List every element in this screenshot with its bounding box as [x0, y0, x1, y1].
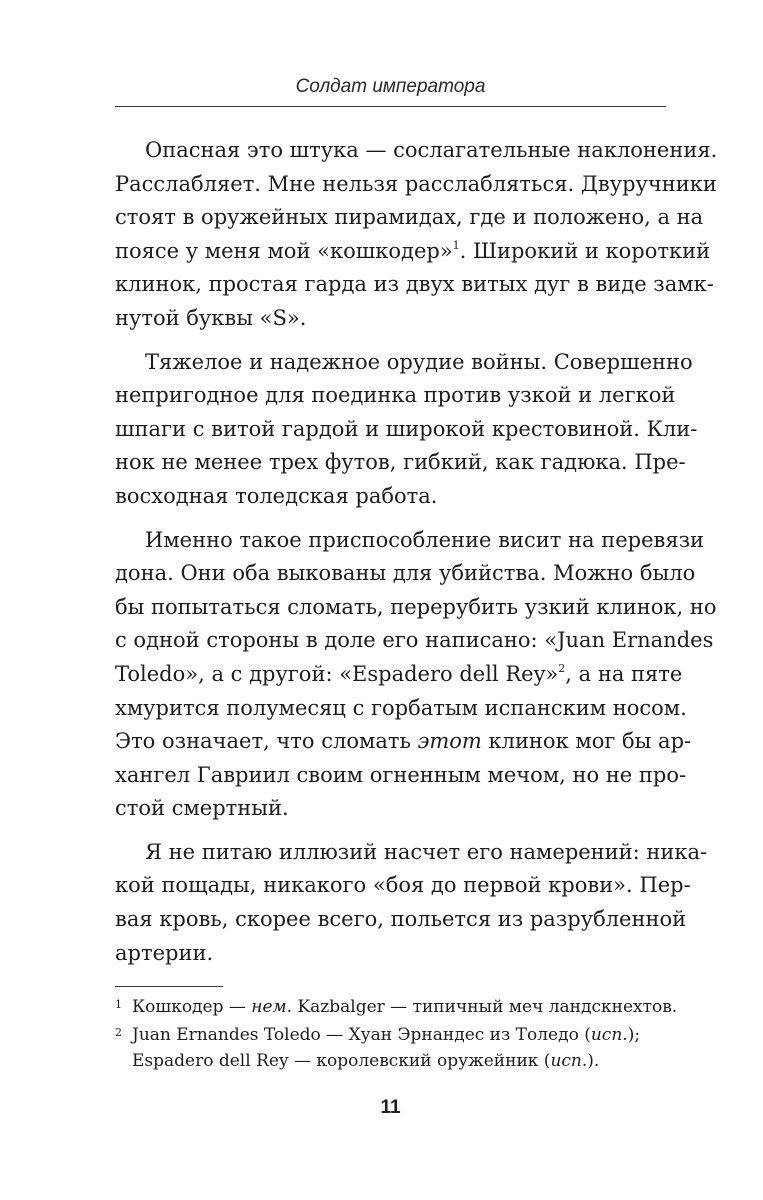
- text-line: шпаги с витой гардой и широкой крестовиной. Кли-: [115, 416, 698, 441]
- text-fragment: Espadero dell Rey — королевский оружейник (: [132, 1051, 551, 1071]
- text-line: Опасная это штука — сослагательные наклонения.: [145, 138, 718, 162]
- emphasis: исп.: [550, 1051, 588, 1071]
- emphasis: этот: [417, 729, 482, 754]
- paragraph-4: [115, 836, 708, 970]
- paragraph-1: [115, 134, 718, 336]
- text-line: [115, 725, 692, 759]
- text-fragment: Это означает, что сломать: [115, 729, 418, 754]
- emphasis: нем.: [251, 997, 293, 1017]
- page-number: 11: [380, 1097, 401, 1118]
- text-fragment: Toledo», а с другой: «Espadero dell Rey»: [115, 661, 559, 686]
- text-line: клинок, простая гарда из двух витых дуг в виде замк-: [115, 272, 714, 297]
- footnote-ref-1[interactable]: 1: [452, 238, 460, 252]
- text-fragment: );: [627, 1025, 641, 1045]
- text-fragment: клинок мог бы ар-: [481, 729, 692, 754]
- text-line: кой пощады, никакого «боя до первой крови». Пер-: [115, 873, 691, 898]
- main-text: [115, 134, 718, 980]
- text-line: хангел Гавриил своим огненным мечом, но не про-: [115, 762, 687, 787]
- text-fragment: Кошкодер —: [132, 997, 252, 1017]
- footnote-line: [132, 994, 678, 1020]
- text-fragment: поясе у меня мой «кошкодер»: [115, 238, 453, 263]
- text-line: с одной стороны в доле его написано: «Juan Ernandes: [115, 628, 714, 653]
- text-line: стой смертный.: [115, 796, 289, 821]
- text-line: артерии.: [115, 940, 214, 965]
- text-line: непригодное для поединка против узкой и легкой: [115, 383, 676, 408]
- footnote-1: [115, 994, 678, 1020]
- footnote-line: [132, 1048, 666, 1074]
- footnotes: [115, 994, 678, 1076]
- paragraph-3: [115, 524, 717, 826]
- text-line: восходная толедская работа.: [115, 483, 438, 508]
- text-line: Расслабляет. Мне нельзя расслабляться. Двуручники: [115, 171, 717, 196]
- text-fragment: Kazbalger — типичный меч ландскнехтов.: [292, 997, 678, 1017]
- footnote-ref-2[interactable]: 2: [558, 661, 566, 675]
- footnote-line: [132, 1022, 666, 1048]
- text-fragment: ).: [587, 1051, 600, 1071]
- text-line: [115, 658, 683, 692]
- footnote-2: [115, 1022, 666, 1074]
- footnote-mark: 1: [115, 998, 122, 1011]
- footnote-rule: [115, 986, 223, 987]
- text-line: нок не менее трех футов, гибкий, как гадюка. Пре-: [115, 450, 686, 475]
- text-line: вая кровь, скорее всего, польется из разрубленной: [115, 907, 687, 932]
- text-line: дона. Они оба выкованы для убийства. Можно было: [115, 561, 696, 586]
- footnote-mark: 2: [115, 1026, 122, 1039]
- text-line: Тяжелое и надежное орудие войны. Совершенно: [145, 349, 693, 374]
- running-title: Солдат императора: [295, 76, 486, 97]
- text-line: нутой буквы «S».: [115, 305, 307, 330]
- text-line: [115, 235, 711, 269]
- text-fragment: Juan Ernandes Toledo — Хуан Эрнандес из Толедо (: [132, 1025, 591, 1045]
- text-fragment: , а на пяте: [565, 661, 683, 686]
- header-rule: [115, 106, 666, 107]
- paragraph-2: [115, 346, 698, 514]
- emphasis: исп.: [590, 1025, 628, 1045]
- text-line: Именно такое приспособление висит на перевязи: [145, 527, 705, 552]
- text-line: хмурится полумесяц с горбатым испанским носом.: [115, 695, 687, 720]
- text-line: бы попытаться сломать, перерубить узкий клинок, но: [115, 594, 717, 619]
- text-line: стоят в оружейных пирамидах, где и положено, а на: [115, 205, 704, 230]
- text-line: Я не питаю иллюзий насчет его намерений: ника-: [145, 839, 708, 864]
- text-fragment: . Широкий и короткий: [459, 238, 711, 263]
